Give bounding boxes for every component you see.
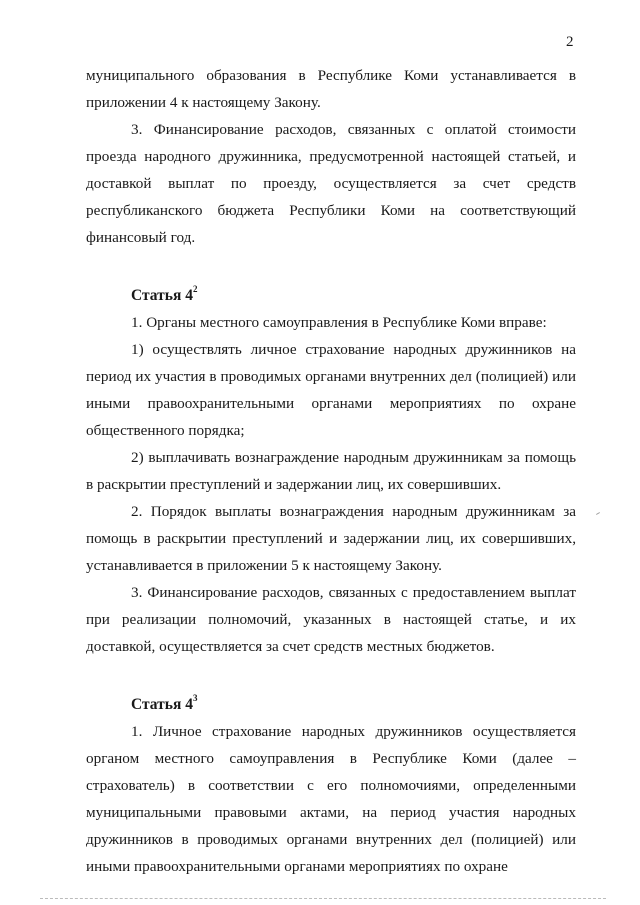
scan-mark (596, 512, 600, 515)
article-4-2-heading (86, 278, 576, 309)
article-4-2-paragraph-1: 1. Органы местного самоуправления в Республике Коми вправе: (131, 314, 547, 332)
article-4-2-superscript: 2 (192, 284, 198, 294)
article-4-2-title: Статья 4 (131, 287, 193, 305)
scan-bottom-edge (40, 898, 606, 899)
paragraph-financing-travel: 3. Финансирование расходов, связанных с оплатой стоимости проезда народного дружинника, предусмотренной настоящей статьей, и доставкой выплат по проезду, осуществляется за счет средств республиканского бюджета Республики Коми на соответствующий финансовый год. (86, 121, 576, 246)
article-4-3-heading (86, 687, 576, 718)
article-4-3-title: Статья 4 (131, 696, 193, 714)
article-4-3-superscript: 3 (192, 693, 198, 704)
article-4-2-item-1: 1) осуществлять личное страхование народных дружинников на период их участия в проводимых органами внутренних дел (полицией) или иными правоохранительными органами мероприятиях по охране общественного порядка; (86, 341, 576, 440)
document-body (86, 62, 576, 880)
article-4-2-paragraph-3: 3. Финансирование расходов, связанных с предоставлением выплат при реализации полномочий, указанных в настоящей статье, и их доставкой, осуществляется за счет средств местных бюджетов. (86, 584, 576, 656)
article-4-2-paragraph-2: 2. Порядок выплаты вознаграждения народным дружинникам за помощь в раскрытии преступлений и задержании лиц, их совершивших, устанавливается в приложении 5 к настоящему Закону. (86, 503, 576, 575)
paragraph-continuation: муниципального образования в Республике Коми устанавливается в приложении 4 к настоящему Закону. (86, 67, 576, 111)
article-4-3-paragraph-1: 1. Личное страхование народных дружинников осуществляется органом местного самоуправления в Республике Коми (далее – страхователь) в соответствии с его полномочиями, определенными муниципальными правовыми актами, на период участия народных дружинников в проводимых органами внутренних дел (полицией) или иными правоохранительными органами мероприятиях по охране (86, 723, 576, 876)
article-4-2-item-2: 2) выплачивать вознаграждение народным дружинникам за помощь в раскрытии преступлений и задержании лиц, их совершивших. (86, 449, 576, 494)
page-number: 2 (566, 34, 574, 50)
